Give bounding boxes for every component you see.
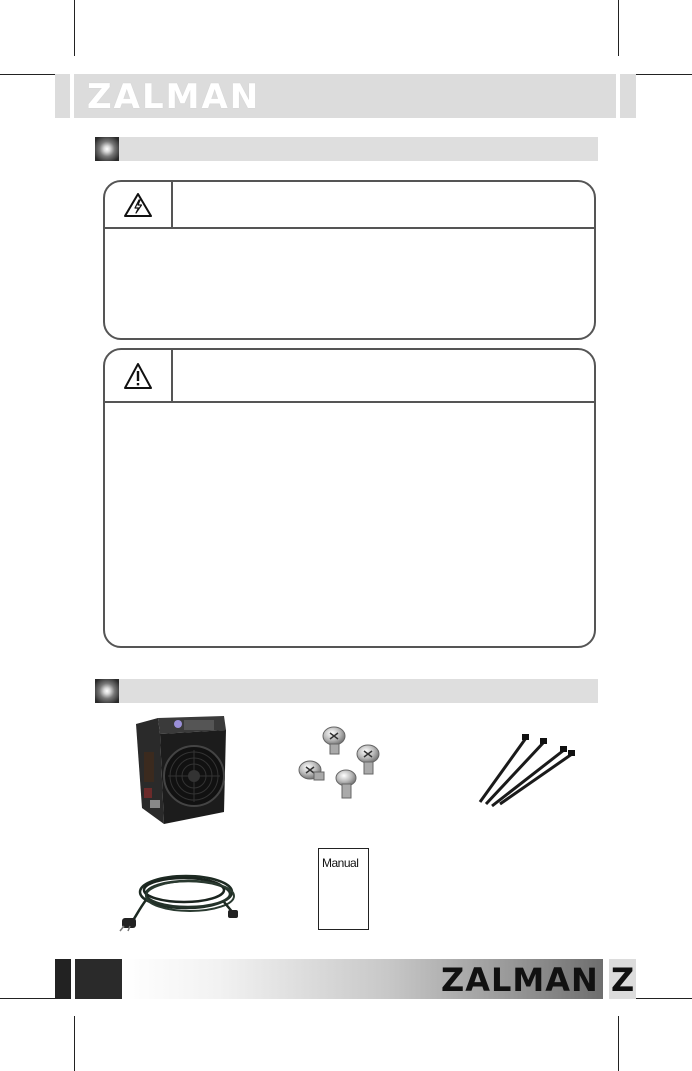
section-bullet-icon [95, 679, 119, 703]
warning-icon-cell [105, 182, 173, 227]
crop-mark [636, 998, 692, 999]
zalman-logo: ZALMAN [87, 77, 261, 117]
crop-mark [74, 1016, 75, 1071]
crop-mark [618, 1016, 619, 1071]
section-bar-components [95, 679, 598, 703]
warning-box-caution [103, 348, 596, 648]
warning-header [105, 182, 594, 229]
power-supply-unit-image [128, 712, 230, 826]
header-band [55, 74, 636, 118]
manual-label: Manual [322, 856, 359, 870]
footer-zalman-logo: ZALMAN [441, 961, 599, 999]
warning-box-electric [103, 180, 596, 340]
crop-mark [636, 74, 692, 75]
warning-header [105, 350, 594, 403]
footer-band [55, 959, 636, 999]
crop-mark [74, 0, 75, 56]
crop-mark [0, 74, 56, 75]
crop-mark [618, 0, 619, 56]
section-bullet-icon [95, 137, 119, 161]
footer-logo-clipped: Z [611, 961, 635, 999]
power-cord-image [116, 862, 240, 932]
mounting-screws-image [290, 720, 402, 802]
electric-shock-warning-icon [123, 192, 153, 218]
page-number-block [75, 959, 122, 999]
warning-icon-cell [105, 350, 173, 401]
section-bar-safety [95, 137, 598, 161]
cable-ties-image [464, 732, 580, 808]
manual-booklet [318, 848, 369, 930]
caution-exclamation-icon [123, 362, 153, 390]
crop-mark [0, 998, 56, 999]
